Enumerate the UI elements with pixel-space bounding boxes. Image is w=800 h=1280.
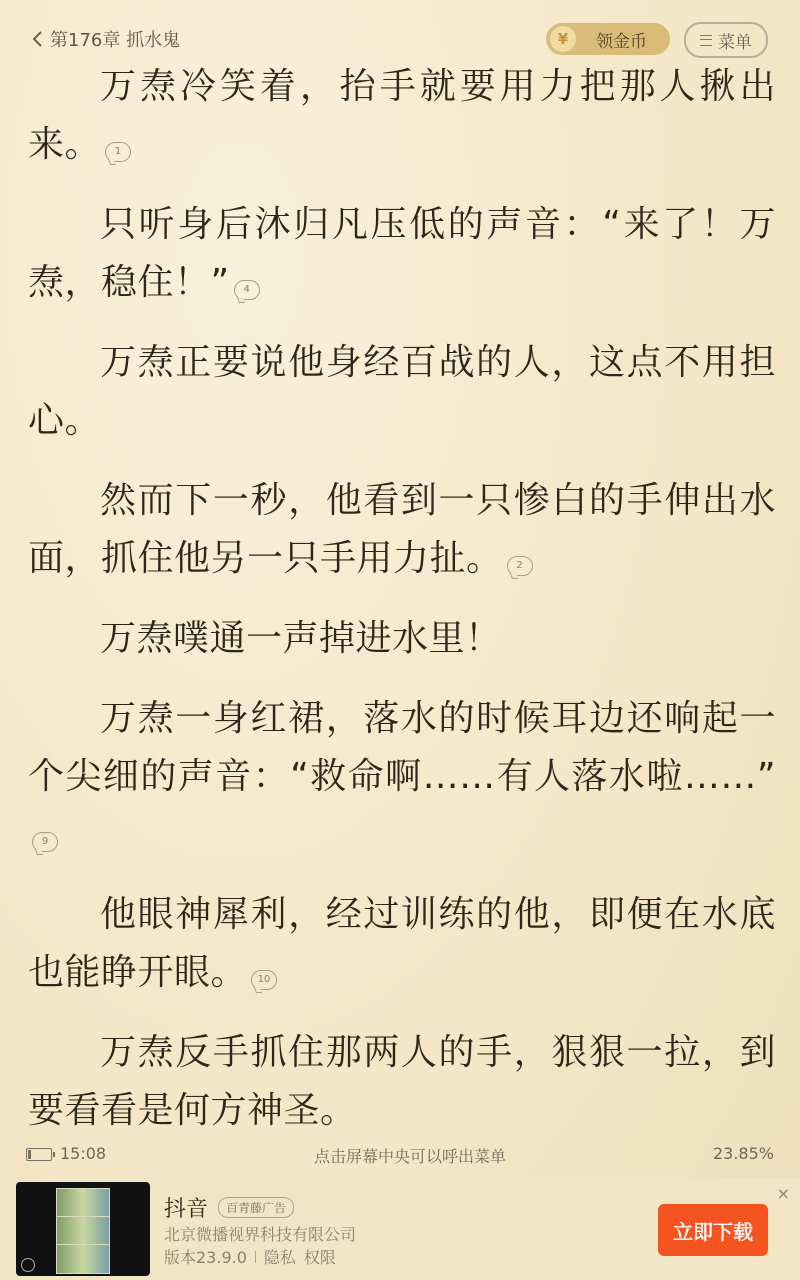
menu-button[interactable] — [684, 22, 768, 58]
paragraph: 万焘冷笑着，抬手就要用力把那人揪出来。 1 — [28, 66, 776, 165]
thumbnail-frame — [56, 1244, 110, 1274]
ad-banner[interactable] — [0, 1178, 800, 1280]
chapter-title: 第176章 抓水鬼 — [50, 30, 181, 51]
paragraph: 万焘噗通一声掉进水里！ — [100, 618, 502, 659]
ad-title-row — [164, 1192, 294, 1223]
ad-meta — [164, 1245, 336, 1268]
download-button[interactable]: 立即下载 — [658, 1204, 768, 1256]
paragraph: 万焘一身红裙，落水的时候耳边还响起一个尖细的声音：“救命啊……有人落水啦……”9 — [28, 690, 776, 864]
ad-version: 版本23.9.0 — [164, 1248, 247, 1267]
ad-permissions-link[interactable]: 权限 — [303, 1248, 336, 1267]
paragraph: 只听身后沐归凡压低的声音：“来了！万焘，稳住！” 4 — [28, 204, 776, 303]
ad-company: 北京微播视界科技有限公司 — [164, 1225, 357, 1244]
claim-coins-button[interactable] — [546, 23, 670, 55]
ad-privacy-link[interactable]: 隐私 — [263, 1248, 296, 1267]
menu-icon — [700, 35, 712, 46]
coin-icon: ¥ — [550, 26, 576, 52]
paragraph: 万焘正要说他身经百战的人，这点不用担心。 — [28, 342, 776, 441]
reader-status-bar — [0, 1140, 800, 1168]
close-icon[interactable]: × — [776, 1184, 790, 1203]
chevron-left-icon — [30, 29, 46, 49]
comment-bubble-icon[interactable]: 10 — [251, 970, 277, 990]
comment-bubble-icon[interactable]: 1 — [105, 142, 131, 162]
paragraph: 他眼神犀利，经过训练的他，即便在水底也能睁开眼。 10 — [28, 894, 776, 993]
ad-thumbnail[interactable] — [16, 1182, 150, 1276]
menu-hint: 点击屏幕中央可以呼出菜单 — [313, 1147, 506, 1166]
reading-progress: 23.85% — [712, 1144, 774, 1163]
paragraph: 万焘反手抓住那两人的手，狠狠一拉，到要看看是何方神圣。 — [28, 1032, 776, 1131]
back-button[interactable] — [30, 26, 180, 52]
comment-bubble-icon[interactable]: 9 — [32, 832, 58, 852]
paragraph: 然而下一秒，他看到一只惨白的手伸出水面，抓住他另一只手用力扯。 2 — [28, 480, 776, 579]
clock: 15:08 — [60, 1144, 107, 1163]
thumbnail-frame — [56, 1216, 110, 1246]
thumbnail-frame — [56, 1188, 110, 1218]
ad-source-icon — [21, 1258, 35, 1272]
ad-tag: 百青藤广告 — [218, 1197, 294, 1218]
divider — [255, 1251, 256, 1263]
comment-bubble-icon[interactable]: 2 — [507, 556, 533, 576]
claim-coins-label: 领金币 — [596, 31, 647, 52]
ad-app-name: 抖音 — [164, 1197, 209, 1222]
menu-label: 菜单 — [718, 32, 752, 53]
reading-content[interactable] — [28, 58, 776, 1162]
comment-bubble-icon[interactable]: 4 — [234, 280, 260, 300]
